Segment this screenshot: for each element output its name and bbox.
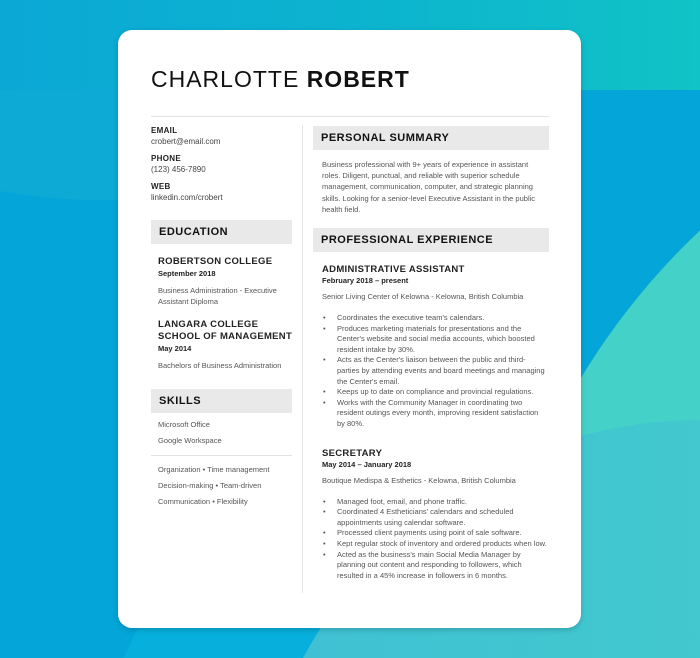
job-company: Senior Living Center of Kelowna - Kelowna, British Columbia bbox=[322, 292, 524, 302]
phone-value: (123) 456-7890 bbox=[151, 165, 206, 174]
skill-item: Microsoft Office bbox=[158, 420, 210, 429]
bullet-item bbox=[322, 497, 549, 508]
bullet-text: Coordinates the executive team's calendars. bbox=[337, 313, 485, 323]
bullet-item bbox=[322, 313, 549, 324]
column-divider bbox=[302, 125, 303, 593]
bullet-icon: • bbox=[323, 507, 326, 517]
bullet-text: Keeps up to date on compliance and provincial regulations. bbox=[337, 387, 534, 397]
bullet-icon: • bbox=[323, 387, 326, 397]
bullet-item bbox=[322, 324, 549, 356]
bullet-text: Processed client payments using point of sale software. bbox=[337, 528, 522, 538]
web-value: linkedin.com/crobert bbox=[151, 193, 223, 202]
first-name: CHARLOTTE bbox=[151, 66, 300, 92]
education-heading: EDUCATION bbox=[151, 220, 292, 244]
bullet-icon: • bbox=[323, 528, 326, 538]
resume-name bbox=[151, 66, 410, 93]
right-column bbox=[313, 126, 549, 581]
job-date: February 2018 – present bbox=[322, 276, 409, 286]
skills-technical bbox=[151, 417, 292, 449]
skill-item: Google Workspace bbox=[158, 436, 222, 445]
job-date: May 2014 – January 2018 bbox=[322, 459, 412, 469]
bullet-item bbox=[322, 507, 549, 528]
education-school: LANGARA COLLEGE SCHOOL OF MANAGEMENT bbox=[158, 319, 293, 342]
bullet-icon: • bbox=[323, 355, 326, 365]
bullet-icon: • bbox=[323, 496, 326, 506]
summary-heading: PERSONAL SUMMARY bbox=[313, 126, 549, 150]
bullet-text: Acts as the Center's liaison between the public and third-parties by attending events and board meetings and managing the Center's email. bbox=[337, 355, 545, 386]
education-date: May 2014 bbox=[158, 344, 192, 353]
bullet-icon: • bbox=[323, 397, 326, 407]
bullet-icon: • bbox=[323, 549, 326, 559]
skills-heading: SKILLS bbox=[151, 389, 292, 413]
education-school: ROBERTSON COLLEGE bbox=[158, 256, 273, 267]
education-description: Bachelors of Business Administration bbox=[158, 361, 282, 370]
bullet-item bbox=[322, 539, 549, 550]
header-divider bbox=[151, 116, 549, 117]
bullet-item bbox=[322, 528, 549, 539]
bullet-text: Managed foot, email, and phone traffic. bbox=[337, 496, 467, 506]
skills-soft bbox=[151, 462, 292, 510]
email-value: crobert@email.com bbox=[151, 137, 221, 146]
job-title: ADMINISTRATIVE ASSISTANT bbox=[322, 264, 465, 276]
bullet-icon: • bbox=[323, 538, 326, 548]
bullet-text: Kept regular stock of inventory and ordered products when low. bbox=[337, 538, 547, 548]
left-column bbox=[151, 126, 292, 510]
bullet-text: Produces marketing materials for presentations and the Center's website and social media accounts, which boosted resident intake by 30%. bbox=[337, 323, 535, 354]
bullet-icon: • bbox=[323, 313, 326, 323]
email-label: EMAIL bbox=[151, 126, 178, 135]
job-company: Boutique Medispa & Esthetics - Kelowna, British Columbia bbox=[322, 475, 516, 485]
last-name: ROBERT bbox=[306, 66, 410, 92]
contact-section bbox=[151, 126, 292, 202]
skill-item: Decision-making • Team-driven bbox=[158, 481, 262, 490]
phone-label: PHONE bbox=[151, 154, 181, 163]
bullet-item bbox=[322, 355, 549, 387]
bullet-text: Coordinated 4 Estheticians' calendars and scheduled appointments using calendar software. bbox=[337, 507, 514, 527]
bullet-icon: • bbox=[323, 323, 326, 333]
education-entry bbox=[151, 319, 292, 371]
web-label: WEB bbox=[151, 182, 171, 191]
bullet-item bbox=[322, 387, 549, 398]
job-entry bbox=[313, 448, 549, 582]
bullet-item bbox=[322, 398, 549, 430]
education-description: Business Administration - Executive Assistant Diploma bbox=[158, 286, 277, 306]
job-bullets bbox=[322, 497, 549, 582]
job-bullets bbox=[322, 313, 549, 430]
education-date: September 2018 bbox=[158, 269, 216, 278]
job-title: SECRETARY bbox=[322, 447, 383, 459]
bullet-text: Works with the Community Manager in coordinating two resident outings every month, improving resident satisfaction by 80%. bbox=[337, 397, 539, 428]
resume-card bbox=[118, 30, 581, 628]
skills-divider bbox=[151, 455, 292, 456]
summary-text: Business professional with 9+ years of experience in assistant roles. Diligent, punctual, and reliable with superior schedule management, communication, computer, and strategic planning skills. Looking for a senior-level Executive Assistant in the public health field. bbox=[322, 160, 536, 214]
experience-heading: PROFESSIONAL EXPERIENCE bbox=[313, 228, 549, 252]
skill-item: Communication • Flexibility bbox=[158, 497, 248, 506]
education-entry bbox=[151, 256, 292, 307]
job-entry bbox=[313, 264, 549, 430]
skill-item: Organization • Time management bbox=[158, 465, 270, 474]
bullet-text: Acted as the business's main Social Media Manager by planning out content and responding to followers, which resulted in a 45% increase in followers in 6 months. bbox=[337, 549, 522, 580]
bullet-item bbox=[322, 550, 549, 582]
